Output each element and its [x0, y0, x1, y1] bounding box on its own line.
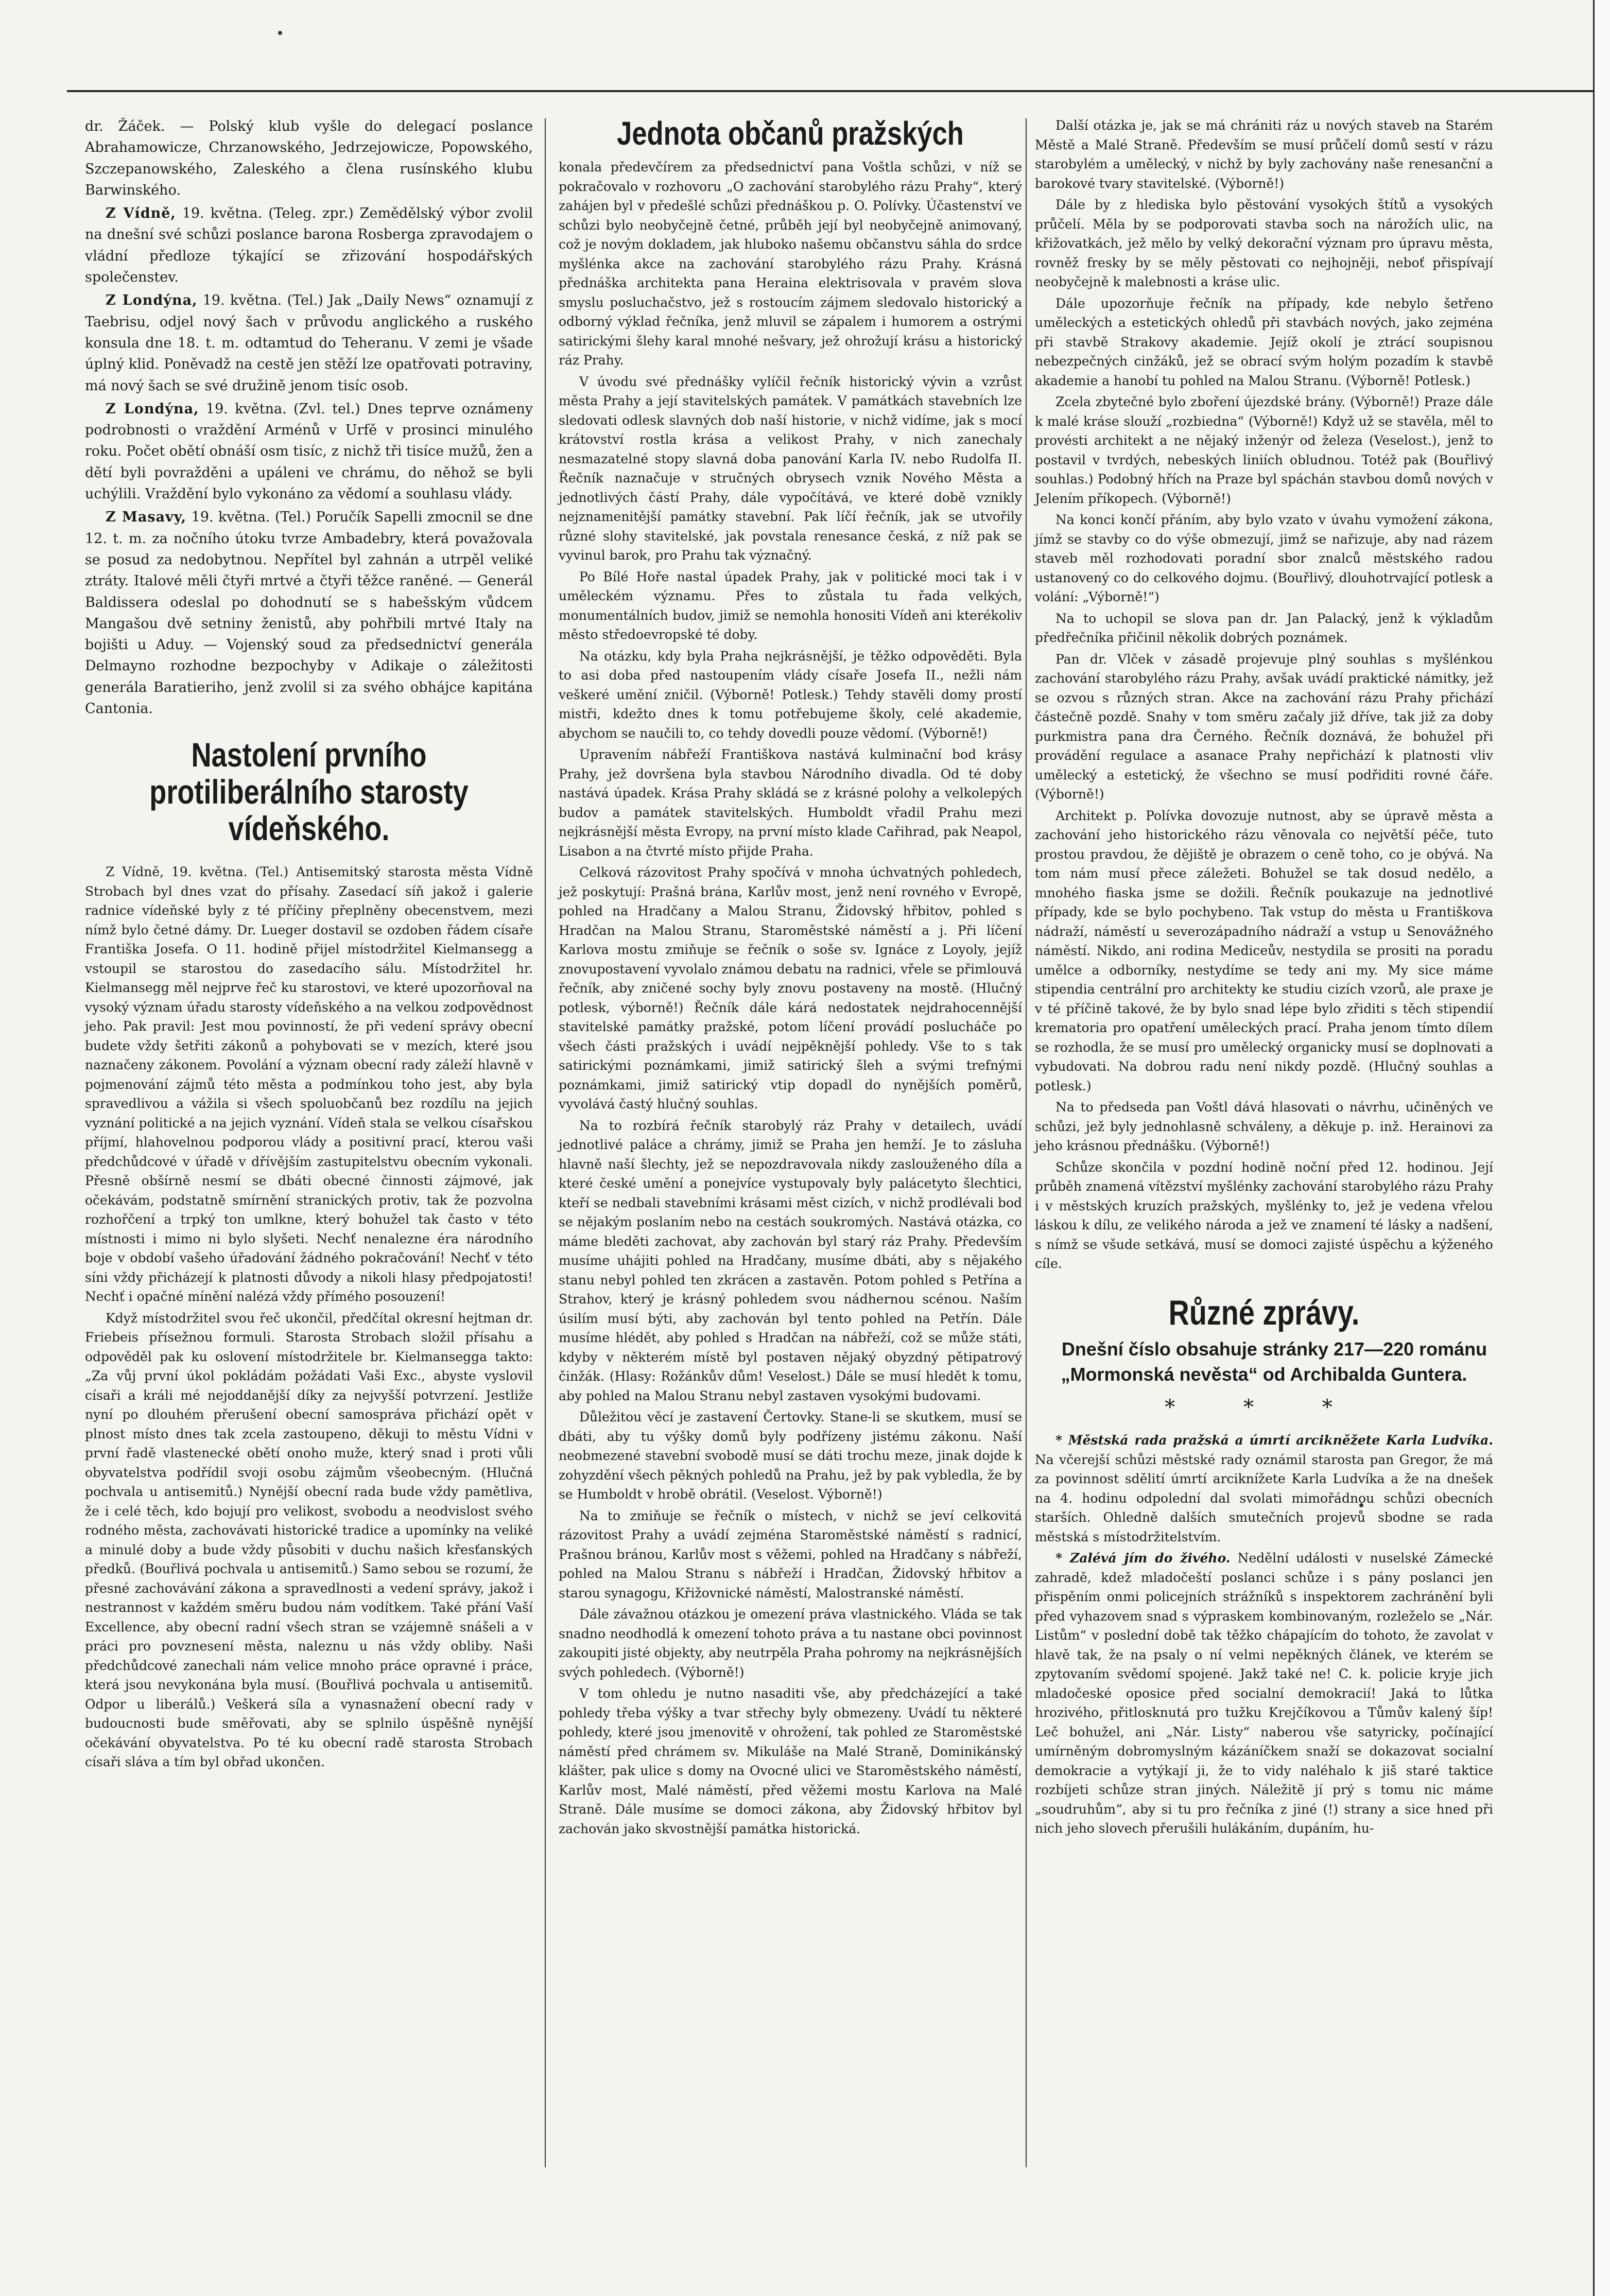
article-paragraph: Na to rozbírá řečník starobylý ráz Prahy v detailech, uvádí jednotlivé paláce a chrámy, jimiž se Praha jen hemží. Je to zásluha hlavně naší šlechty, jež se nepozdravovala nikdy zaslouženého díla a které české umění a ponejvíce vystupovaly byly palácetyto šlechtici, kteří se nedbali stavebními krásami měst cizích, v nichž prodlévali bod se nějakým poslaním nebo na cestách soukromých. Nastává otázka, co máme bleděti zachovat, aby zachován byl starý ráz Prahy. Především musíme uhájiti pohled na Hradčany, musíme dbáti, aby s nějakého stanu nebyl pohled ten zkrácen a zastavěn. Potom pohled s Petřína a Strahov, který je krásný pohledem svou nádhernou scénou. Naším úsilím musí býti, aby zachován byl tento pohled na Petřín. Dále musíme hlédět, aby pohled s Hradčan na nábřeží, což se může státi, kdyby v některém místě byl postaven nějaký obyzdný pětipatrový činžák. (Hlasy: Rožánkův dům! Veselost.) Dále se musí hledět k tomu, aby pohled na Malou Stranu nebyl zastaven vysokými budovami.	[559, 1118, 1022, 1403]
column-middle	[559, 116, 1022, 1840]
article-paragraph: V tom ohledu je nutno nasaditi vše, aby předcházející a také pohledy třeba výšky a tvar střechy byly obmezeny. Uvádí tu některé pohledy, které jsou jmenovitě v ohrožení, tak pohled ze Staroměstské náměstí před chrámem sv. Mikuláše na Malé Straně, Dominikánský klášter, pak ulice s domy na Ovocné ulici ve Staroměstského náměstí, Karlův most, Malé náměstí, před věžemi mostu Karlova na Malé Straně. Dále musíme se domoci zákona, aby Židovský hřbitov byl zachován jako skvostnější památka historická.	[559, 1686, 1022, 1836]
section-headline: Různé zprávy.	[1168, 1293, 1360, 1332]
separator-stars: * * *	[1165, 1396, 1363, 1420]
news-item-title: * Zalévá jím do živého.	[1055, 1551, 1231, 1566]
news-item-title: * Městská rada pražská a úmrtí arcikněžete Karla Ludvíka.	[1055, 1433, 1493, 1448]
print-speck	[278, 31, 282, 35]
top-rule	[67, 90, 1595, 92]
article-paragraph: Na to předseda pan Voštl dává hlasovati o návrhu, učiněných ve schůzi, jež byly jednohlasně schváleny, a děkuje p. inž. Herainovi za jeho krásnou přednášku. (Výborně!)	[1035, 1100, 1493, 1153]
dateline: Z Masavy,	[106, 509, 187, 526]
article-paragraph: Na to uchopil se slova pan dr. Jan Palacký, jenž k výkladům předřečníka přičinil několik dobrých poznámek.	[1035, 611, 1493, 645]
article-paragraph: Po Bílé Hoře nastal úpadek Prahy, jak v politické moci tak i v uměleckém významu. Přes to zůstala tu řada velkých, monumentálních budov, jimiž se nemohla honositi Vídeň ani kterékoliv město středoevropské té doby.	[559, 569, 1022, 642]
news-text: 19. května. (Zvl. tel.) Dnes teprve oznámeny podrobnosti o vraždění Arménů v Urfě v prosinci minulého roku. Počet obětí obnáší osm tisíc, z nichž tři tisíce mužů, žen a dětí byli povražděni a upáleni ve chrámu, do něhož se byli uchýlili. Vraždění bylo vykonáno za vědomí a souhlasu vlády.	[85, 401, 533, 502]
news-item	[1035, 1549, 1493, 1838]
article-paragraph: Další otázka je, jak se má chrániti ráz u nových staveb na Starém Městě a Malé Straně. Především se musí průčelí domů sestí v rázu starobylém a umělecký, v nichž by byly zachovány naše renesanční a barokové tvary stavitelské. (Výborně!)	[1035, 118, 1493, 191]
article-paragraph: Schůze skončila v pozdní hodině noční před 12. hodinou. Její průběh znamená vítězství myšlénky zachování starobylého rázu Prahy i v městských kruzích pražských, myšlénky to, jež je vedena vřelou láskou k dílu, ze velikého národa a jež ve znamení té lásky a nadšení, s nímž se všude setkává, musí se domoci zajisté úspěchu a kýženého cíle.	[1035, 1159, 1493, 1271]
dateline: Z Londýna,	[106, 292, 198, 309]
news-text: 19. května. (Tel.) Poručík Sapelli zmocnil se dne 12. t. m. za nočního útoku tvrze Ambadebry, která považovala se posud za nedobytnou. Nepřítel byl zahnán a utrpěl veliké ztráty. Italové měli čtyři mrtvé a čtyři těžce raněné. — Generál Baldissera odeslal po dohodnutí se s habešským vůdcem Mangašou dvě setniny ženistů, aby pohřbili mrtvé Italy na bojišti u Aduy. — Vojenský soud za předsednictví generála Delmayno rozhodne bezpochyby v Adikaje o záležitosti generála Baratieriho, jenž zvolil si za svého obhájce kapitána Cantonia.	[85, 509, 533, 717]
article-paragraph: Dále závažnou otázkou je omezení práva vlastnického. Vláda se tak snadno neodhodlá k omezení tohoto práva a tu nastane obci povinnost zakoupiti jisté objekty, aby neutrpěla Praha pohromy na nejkrásnějších svých pohledech. (Výborně!)	[559, 1607, 1022, 1680]
news-text: Nedělní události v nuselské Zámecké zahradě, kdež mladočeští poslanci schůze i s pány poslanci jen přispěním onmi policejních strážníků s inspektorem zachránění byli před vyhazovem snad s výpraskem kombinovaným, rozleželo se „Nár. Listům“ v poslední době tak těžko chápajícím do tohoto, že zavolat v hlavě tak, že na psaly o ní velmi nepěkných článek, ve kterém se zpytovaním svědomí spojené. Jakž také ne! C. k. policie kryje jich mladočeské oposice před socialní demokracií! Jaká to lůtka hrozivého, přitlosknutá pro tužku Krejčíkovou a Tůmův kalený šíp! Leč bohužel, ani „Nár. Listy“ naberou vše satyricky, počínající umírněným dobromyslným kázáníčkem snaží se dokazovat socialní demokracie a vytýkají ji, že to vidy naléhalo k jiš staré taktice rozbíjeti schůze stran jiných. Náležitě jí prý s tomu nic máme „soudruhům“, aby si tu pro řečníka z jiné (!) strany a sice hned při nich jeho slovech přerušili hulákáním, dupáním, hu-	[1035, 1551, 1494, 1836]
dateline: Z Londýna,	[106, 401, 199, 417]
news-item	[85, 203, 533, 288]
article-paragraph: Upravením nábřeží Františkova nastává kulminační bod krásy Prahy, jež dovršena byla stavbou Národního divadla. Od té doby nastává úpadek. Krása Prahy skládá se z krásné polohy a velkolepých budov a památek stavitelských. Humboldt vřadil Prahu mezi nejkrásnější města Evropy, na první místo klade Cařihrad, pak Neapol, Lisabon a na čtvrté místo přijde Praha.	[559, 747, 1022, 859]
column-left	[85, 116, 533, 1774]
news-item	[85, 507, 533, 719]
article-paragraph: Z Vídně, 19. května. (Tel.) Antisemitský starosta města Vídně Strobach byl dnes vzat do přísahy. Zasedací síň jakož i galerie radnice vídeňské byly z té příčiny přeplněny obecenstvem, mezi nímž bylo četné dámy. Dr. Lueger dostavil se ozdoben řádem císaře Františka Josefa. O 11. hodině přijel místodržitel Kielmansegg a vstoupil se starostou do zasedacího sálu. Místodržitel hr. Kielmansegg měl nejprve řeč ku starostovi, ve které upozorňoval na vysoký význam úřadu starosty vídeňského a na velkou zodpovědnost jeho. Pak pravil: Jest mou povinností, že při vedení správy obecní budete vždy šetřiti zákonů a pohybovati se v mezích, které jsou naznačeny zákonem. Povolání a význam obecní rady záleží hlavně v pojmenování zájmů této města a podmínkou toho jest, aby byla spravedlivou a vážila si všech spoluobčanů bez rozdílu na jejich vyznání politické a na jejich vyznání. Vídeň stala se velkou císařskou příjmí, hlahovelnou podporou vlády a positivní prací, kterou vaši předchůdcové v úřadě v dřívějším zastupitelstvu obecním vykonali. Přesně obšírně nesmí se dbáti obecné činnosti zájmové, jak očekávám, podstatně smírnění stranických protiv, tak že pozvolna rozhořčení a trpký ton umlkne, který bohužel tak často v této místnosti i mimo ni bylo slyšeti. Nechť nenalezne éra národního boje v období vašeho úřadování žádného pokračování! Nechť v této síni vždy přicházejí k platnosti důvody a nikoli hlasy předpojatosti! Nechť i opačné mínění nalézá vždy přímého posouzení!	[85, 864, 533, 1304]
article-paragraph: Na konci končí přáním, aby bylo vzato v úvahu vymožení zákona, jímž se stavby co do výše obmezují, jimž se nařizuje, aby nad rázem staveb měl rozhodovati poradní sbor znalců městského radou ustanovený co do celkového dojmu. (Bouřlivý, dlouhotrvající potlesk a volání: „Výborně!“)	[1035, 512, 1493, 604]
news-text: 19. května. (Teleg. zpr.) Zemědělský výbor zvolil na dnešní své schůzi poslance barona Rosberga zpravodajem o vládní předloze týkající se zřizování hospodářských společenstev.	[85, 205, 533, 286]
article-paragraph: Když místodržitel svou řeč ukončil, předčítal okresní hejtman dr. Friebeis přísežnou formuli. Starosta Strobach složil přísahu a odpověděl pak ku oslovení místodržitele br. Kielmansegga takto: „Za vůj první úkol pokládám požádati Vaši Exc., abyste vyslovil císaři a králi mé nejoddanější díky za nejvyšší potvrzení. Jestliže nyní po dlouhém přerušení obecní samospráva přichází opět v plnost místo dnes tak zcela zastoupeno, děkuji to městu Vídni v první řadě vlastenecké obětí onoho muže, který snad i proti vůli obyvatelstva podřídil svoji osobu zájmům všeobecným. (Hlučná pochvala u antisemitů.) Nynější obecní rada bude vždy pamětliva, že i celé těch, kdo bojují pro velikost, svobodu a neodvislost svého rodného města, zachovávati historické tradice a upomínky na veliké a minulé doby a bude vždy působiti v duchu našich křesťanských předků. (Bouřlivá pochvala u antisemitů.) Samo sebou se rozumí, že přesné zachovávání zákona a spravedlnosti a vedení správy, jakož i nestrannost v každém směru budou nám vodítkem. Také přání Vaší Excellence, aby obecní radní všech stran se vzájemně snášeli a v práci pro povznesení města, naleznu u nás vždy obliby. Naši předchůdcové zanechali nám velice mnoho práce opravné i práce, která jsou nevykonána byla musí. (Bouřlivá pochvala u antisemitů. Odpor u liberálů.) Veškerá síla a vynasnažení obecní rady v budoucnosti bude směřovati, aby se splnilo úspěšně nynější očekávání obyvatelstva. Po té ku obecní radě starosta Strobach císaři sláva a tím byl obřad ukončen.	[85, 1310, 533, 1770]
news-item	[85, 398, 533, 505]
news-item	[85, 290, 533, 396]
column-divider	[1026, 118, 1027, 2167]
article-paragraph: Architekt p. Polívka dovozuje nutnost, aby se úpravě města a zachování jeho historického rázu věnovala co největší péče, tuto prostou pravdou, že dějiště je obrazem o ceně toho, co je obývá. Na tom nám musí přece záležeti. Bohužel se tak dosud nedělo, a mnohého fiaska jsme se dožili. Řečník poukazuje na jednotlivé případy, kde se bylo pochybeno. Tak vstup do města u Františkova nádraží, náměstí u severozápadního nádraží a vstup u Senovážného náměstí. Nikdo, ani rodina Mediceův, nestydila se prositi na poradu umělce a odborníky, nestydíme se tedy ani my. My sice máme stipendia centrální pro architekty ke studiu cizích vzorů, ale praxe je v té příčině takové, že by bylo snad lépe bylo zřiditi s těch stipendií krematoria pro opatření uměleckých prací. Praha jenom tímto dílem se rozhodla, že se musí pro umělecký organicky musí se doplnovati a vybudovati. Na dobrou radu není nikdy pozdě. (Hlučný souhlas a potlesk.)	[1035, 808, 1493, 1093]
article-paragraph: Na to zmiňuje se řečník o místech, v nichž se jeví celkovitá rázovitost Prahy a uvádí zejména Staroměstské náměstí s radnicí, Prašnou bránou, Karlův most s věžemi, pohled na Hradčany s nábřeží, pohled na Malou Stranu s nábřeží i Hradčan, Židovský hřbitov a starou synagogu, Křižovnické náměstí, Malostranské náměstí.	[559, 1508, 1022, 1601]
article-headline: Nastolení prvního protiliberálního starosty vídeňského.	[149, 736, 469, 847]
article-paragraph: Na otázku, kdy byla Praha nejkrásnější, je těžko odpověděti. Byla to asi doba před nastoupením vlády císaře Josefa II., nežli nám veškeré umění zničil. (Výborně! Potlesk.) Tehdy stavěli domy prostí mistři, kdežto dnes k tomu potřebujeme školy, celé akademie, abychom se naučili to, co tehdy dovedli pouze vědomí. (Výborně!)	[559, 648, 1022, 741]
article-paragraph: Pan dr. Vlček v zásadě projevuje plný souhlas s myšlénkou zachování starobylého rázu Prahy, avšak uvádí praktické námitky, jež se ozvou s různých stran. Akce na zachování rázu Prahy přichází částečně pozdě. Snahy v tom směru začaly již dříve, tak již za doby purkmistra pana dra Černého. Řečník doznává, že bohužel při provádění regulace a asanace Prahy nepřichází k platnosti vliv umělecký a estetický, že všechno se musí podřiditi rovné čáře. (Výborně!)	[1035, 651, 1493, 802]
article-paragraph: Dále by z hlediska bylo pěstování vysokých štítů a vysokých průčelí. Měla by se podporovati stavba soch na nárožích ulic, na křižovatkách, jež mělo by velký dekorační význam pro úpravu města, rovněž fresky by se měly pěstovati co nejhojněji, neboť přispívají neobyčejně k malebnosti a kráse ulic.	[1035, 197, 1493, 289]
column-right	[1035, 116, 1493, 1840]
article-paragraph: V úvodu své přednášky vylíčil řečník historický vývin a vzrůst města Prahy a její stavitelských památek. V památkách stavebních lze sledovati odlesk slavných dob naší historie, v nichž vidíme, jak s mocí krátovství rostla krása a velikost Prahy, v nich zanechaly nesmazatelné stopy slavná doba panování Karla IV. nebo Rudolfa II. Řečník naznačuje v stručných obrysech vznik Nového Města a jednotlivých částí Prahy, dále vypočítává, ve které době vznikly nejznamenitější památky stavební. Pak líčí řečník, jak se utvořily různé slohy stavitelské, jak povstala renesance česká, z níž pak se vyvinul barok, pro Prahu tak význačný.	[559, 374, 1022, 563]
page-edge	[1593, 0, 1610, 2296]
article-paragraph: Dále upozorňuje řečník na případy, kde nebylo šetřeno uměleckých a estetických ohledů při stavbách nových, jako zejména při stavbě Strakovy akademie. Jejíž okolí je ztrácí soupisnou nebezpečných cinžáků, jež se obrací svým holým pozadím k stavbě akademie a hanobí tu pohled na Malou Stranu. (Výborně! Potlesk.)	[1035, 295, 1493, 388]
column-divider	[545, 118, 546, 2167]
news-text: 19. května. (Tel.) Jak „Daily News“ oznamují z Taebrisu, odjel nový šach v průvodu anglického a ruského konsula dne 18. t. m. odtamtud do Teheranu. V zemi je všade úplný klid. Poněvadž na cestě jen stěží lze opatřovati potraviny, má nový šach se své družině jenom tisíc osob.	[85, 292, 533, 394]
dateline: Z Vídně,	[106, 205, 176, 222]
article-paragraph: konala předevčírem za předsednictví pana Voštla schůzi, v níž se pokračovalo v rozhovoru „O zachování starobylého rázu Prahy“, který zahájen byl v předešlé schůzi přednáškou p. O. Polívky. Účastenství ve schůzi bylo neobyčejně četné, průběh její byl neobyčejně animovaný, což je novým dokladem, jak hluboko našemu občanstvu sáhla do srdce myšlénka akce na zachování starobylého rázu Prahy. Krásná přednáška architekta pana Heraina elektrisovala v pravém slova smyslu posluchačstvo, jež s rostoucím zájmem sledovalo historický a odborný výklad řečníka, jenž mluvil se zápalem i humorem a ostrými satirickými šlehy karal mnohé nešvary, jež ohrožují krásu a historický ráz Prahy.	[559, 160, 1022, 368]
article-paragraph: Důležitou věcí je zastavení Čertovky. Stane-li se skutkem, musí se dbáti, aby tu výšky domů byly podřízeny jistému zákonu. Naší neobmezené stavební svobodě musí se dáti trochu meze, jinak dojde k zohyzdění všech pěkných pohledů na Prahu, jež by pak vybledla, že by se Humboldt v hrobě obrátil. (Veselost. Výborně!)	[559, 1410, 1022, 1502]
article-paragraph: Zcela zbytečné bylo zboření újezdské brány. (Výborně!) Praze dále k malé kráse slouží „rozbiedna“ (Výborně!) Když už se stavěla, měl to provésti architekt a ne nějaký inženýr od železa (Veselost.), jenž to postavil v tvrdých, nebeských liniích obludnou. Totéž pak (Bouřlivý souhlas.) Podobný hřích na Praze byl spáchán stavbou domů nových v Jelením příkopech. (Výborně!)	[1035, 394, 1493, 506]
news-text: Na včerejší schůzi městské rady oznámil starosta pan Gregor, že má za povinnost sdělití úmrtí arciknížete Karla Ludvíka a že na dnešek na 4. hodinu odpolední dal svolati mimořádnou schůzi obecních starších. Ohledně dalších smutečních projevů sbodne se rada městská s místodržitelstvím.	[1035, 1452, 1493, 1544]
news-item	[1035, 1431, 1493, 1546]
article-paragraph: Celková rázovitost Prahy spočívá v mnoha úchvatných pohledech, jež poskytují: Prašná brána, Karlův most, jenž není rovného v Evropě, pohled na Hradčany a Malou Stranu, Židovský hřbitov, pohled s Hradčan na Malou Stranu, Staroměstské náměstí a j. Při líčení Karlova mostu zmiňuje se řečník o soše sv. Ignáce z Loyoly, jejíž znovupostavení vyvolalo známou debatu na radnici, vřele se přimlouvá řečník, aby zničené sochy byly znovu postaveny na mostě. (Hlučný potlesk, výborně!) Řečník dále kárá nedostatek nejdrahocennější stavitelské památky pražské, potom líčení provádí poslucháče po všech části pražských i uvádí nejpěknější pohledy. Vše to s tak satirickými poznámkami, jimiž satirický šleh a svými trefnými poznámkami, jimiž satirický vtip dopadl do nynějších poměrů, vyvolává častý hlučný souhlas.	[559, 865, 1022, 1112]
paragraph: dr. Žáček. — Polský klub vyšle do delegací poslance Abrahamowicze, Chrzanowského, Jedrzejowicze, Popowského, Szczepanowského, Zaleského a člena rusínského klubu Barwinského.	[85, 118, 533, 198]
article-headline: Jednota občanů pražských	[617, 115, 964, 152]
section-lead: Dnešní číslo obsahuje stránky 217—220 románu „Mormonská nevěsta“ od Archibalda Guntera.	[1061, 1338, 1487, 1385]
